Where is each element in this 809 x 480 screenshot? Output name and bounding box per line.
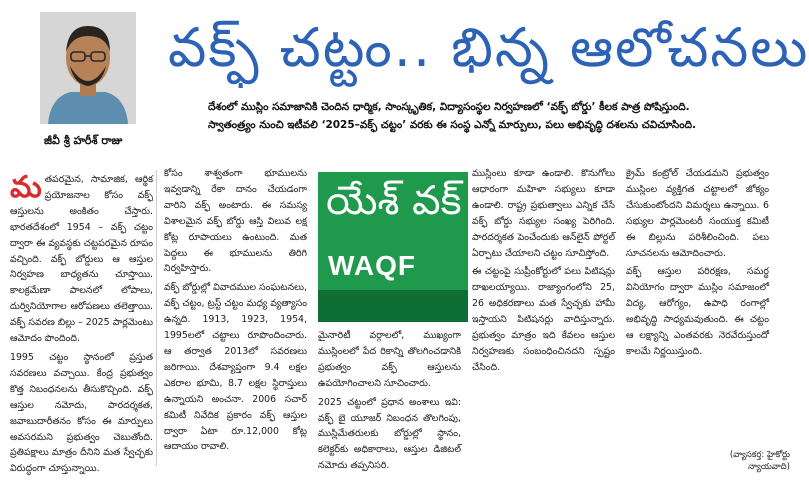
paragraph: ముస్లింలు కూడా ఉండాలి. కొనుగోలు ఆధారంగా మహిళా సభ్యులు కూడా ఉండాలి. రాష్ట్ర ప్రభుత్వాలు ఎన్నిక చేసే వక్ఫ్ బోర్డు సభ్యుల సంఖ్య పెరిగింది. పారదర్శకత పెంచేందుకు ఆన్‌లైన్ పోర్టల్ ఏర్పాటు చేయాలని చట్టం సూచిస్తోంది. <box>472 168 615 259</box>
author-credit: (వ్యాసకర్త: హైకోర్టు న్యాయవాది) <box>729 450 790 472</box>
paragraph: తపరమైన, సామాజిక, ఆర్థిక ప్రయోజనాల కోసం వక్ఫ్ ఆస్తులను అంకితం చేస్తారు. భారతదేశంలో 1954 – వక్ఫ్ చట్టం ద్వారా ఈ వ్యవస్థకు చట్టపరమైన రూపం వచ్చింది. వక్ఫ్ బోర్డులు ఆ ఆస్తుల నిర్వహణ బాధ్యతను చూస్తాయి. కాలక్రమేణా పాలనలో లోపాలు, దుర్వినియోగాల ఆరోపణలు తలెత్తాయి. వక్ఫ్ సవరణ బిల్లు – 2025 పార్లమెంటు ఆమోదం పొందింది. <box>10 174 153 345</box>
paragraph: వక్ఫ్ ఆస్తుల పరిరక్షణ, సమర్థ వినియోగం ద్వారా ముస్లిం సమాజంలో విద్య, ఆరోగ్యం, ఉపాధి రంగాల్లో అభివృద్ధి సాధ్యమవుతుంది. ఈ చట్టం ఆ లక్ష్యాన్ని ఎంతవరకు నెరవేరుస్తుందో కాలమే నిర్ణయిస్తుంది. <box>626 266 769 357</box>
paragraph: కోసం శాశ్వతంగా భూములను ఇవ్వడాన్ని రేకా దానం చేయడంగా వారిని వక్ఫ్ అంటారు. ఈ సమస్య విశాలమైన వక్ఫ్ బోర్డు ఆస్తి విలువ లక్ష కోట్ల రూపాయలు ఉంటుంది. మత పెద్దలు ఈ భూములను తిరిగి నిర్వహిస్తారు. <box>164 168 307 275</box>
signboard-waqf-word: WAQF <box>328 250 416 281</box>
drop-cap: మ <box>10 170 42 205</box>
column-divider <box>156 170 157 466</box>
paragraph: క్రైమ్ కంట్రోల్ చేయడమని ప్రభుత్వం ముస్లింల వ్యక్తిగత చట్టాలలో జోక్యం చేసుకుంటోందని విమర్శలు ఉన్నాయి. 6 సభ్యుల పార్లమెంటరీ సంయుక్త కమిటీ ఈ బిల్లును పరిశీలించింది. పలు సూచనలను ఆమోదించారు. <box>626 168 769 259</box>
paragraph: 2025 చట్టంలో ప్రధాన అంశాలు ఇవి: వక్ఫ్ బై యూజర్ నిబంధన తొలగింపు, ముస్లిమేతరులకు బోర్డుల్లో స్థానం, కలెక్టర్‌కు అధికారాలు, ఆస్తుల డిజిటల్ నమోదు తప్పనిసరి. <box>318 396 461 472</box>
paragraph: ఈ చట్టంపై సుప్రీంకోర్టులో పలు పిటిషన్లు దాఖలయ్యాయి. రాజ్యాంగంలోని 25, 26 అధికరణాలు మత స్వేచ్ఛకు హామీ ఇస్తాయని పిటిషనర్లు వాదిస్తున్నారు. ప్రభుత్వం మాత్రం ఇది కేవలం ఆస్తుల నిర్వహణకు సంబంధించినదని స్పష్టం చేసింది. <box>472 266 615 373</box>
headline: వక్ఫ్ చట్టం.. భిన్న ఆలోచనలు <box>168 16 809 79</box>
paragraph: 1995 చట్టం స్థానంలో ప్రస్తుత సవరణలు వచ్చాయి. కేంద్ర ప్రభుత్వం కొత్త నిబంధనలను తీసుకొచ్చింది. వక్ఫ్ ఆస్తుల నమోదు, పారదర్శకత, జవాబుదారీతనం కోసం ఈ మార్పులు అవసరమని ప్రభుత్వం చెబుతోంది. ప్రతిపక్షాలు మాత్రం దీనిని మత స్వేచ్ఛకు విరుద్ధంగా చూస్తున్నాయి. <box>10 351 153 475</box>
paragraph: వక్ఫ్ బోర్డుల్లో వివాదముల సంఘటనలు, వక్ఫ్ చట్టం, ట్రస్ట్ చట్టం మధ్య వ్యత్యాసం ఉన్నది. 1913, 1923, 1954, 1995లలో చట్టాలు రూపొందించారు. ఆ తర్వాత 2013లో సవరణలు జరిగాయి. దేశవ్యాప్తంగా 9.4 లక్షల ఎకరాల భూమి, 8.7 లక్షల స్థిరాస్తులు ఉన్నాయని అంచనా. 2006 సచార్ కమిటీ నివేదిక ప్రకారం వక్ఫ్ ఆస్తుల ద్వారా ఏటా రూ.12,000 కోట్ల ఆదాయం రావాలి. <box>164 282 307 453</box>
author-byline: జీవీ శ్రీ హరీశ్ రాజు <box>44 134 123 147</box>
paragraph: మైనారిటీ వర్గాలలో, ముఖ్యంగా ముస్లింలలో పేద రికాన్ని తొలగించడానికి ప్రభుత్వం వక్ఫ్ ఆస్తులను ఉపయోగించాలని సూచించారు. <box>318 330 461 389</box>
article-column-2 <box>164 166 307 466</box>
standfirst-line-2: స్వాతంత్ర్యం నుంచి ఇటీవలి ‘2025–వక్ఫ్ చట్టం’ వరకు ఈ సంస్థ ఎన్నో మార్పులు, పలు అభివృద్ధి దశలను చవిచూసింది. <box>208 119 696 131</box>
article-column-3 <box>318 328 461 472</box>
standfirst-line-1: దేశంలో ముస్లిం సమాజానికి చెందిన ధార్మిక, సాంస్కృతిక, విద్యాసంస్థల నిర్వహణలో ‘వక్ఫ్ బోర్డు’ కీలక పాత్ర పోషిస్తుంది. <box>208 101 690 113</box>
signboard-band <box>318 290 468 322</box>
article-column-4 <box>472 166 615 466</box>
article-column-5 <box>626 166 769 466</box>
standfirst <box>208 98 788 134</box>
author-photo <box>40 12 136 124</box>
signboard-script-text: యేశ్ వక్ <box>326 178 462 224</box>
waqf-signboard-image <box>318 172 468 322</box>
article-column-1 <box>10 170 153 475</box>
